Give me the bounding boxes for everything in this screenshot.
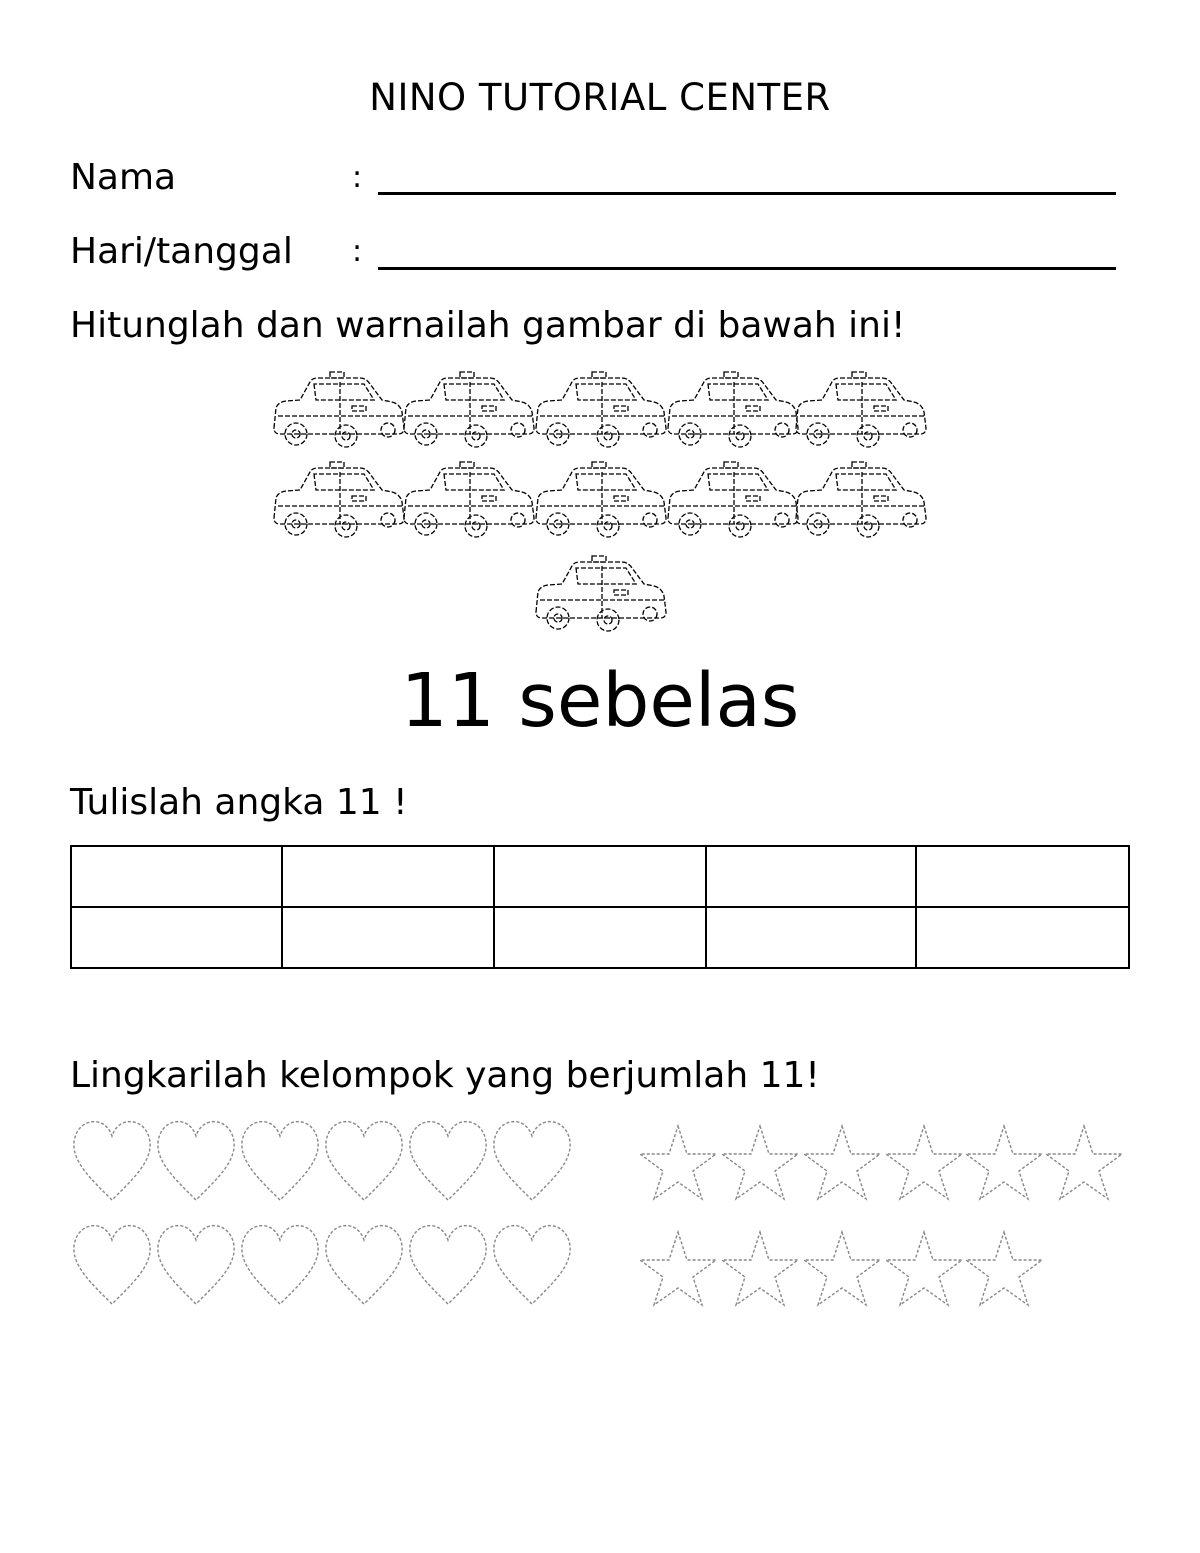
star-outline-icon bbox=[966, 1232, 1042, 1305]
car-row-3 bbox=[536, 556, 666, 631]
star-outline-icon bbox=[722, 1232, 798, 1305]
star-outline-icon bbox=[640, 1232, 716, 1305]
car-row-2 bbox=[274, 462, 926, 537]
heart-outline-icon bbox=[326, 1226, 402, 1304]
taxi-car-icon bbox=[536, 556, 666, 631]
taxi-car-icon bbox=[536, 372, 666, 447]
name-label: Nama bbox=[70, 157, 177, 198]
heart-row-1 bbox=[74, 1122, 570, 1200]
counting-groups bbox=[60, 1110, 1140, 1320]
number-heading: 11 sebelas bbox=[400, 658, 800, 744]
heart-outline-icon bbox=[494, 1226, 570, 1304]
date-field[interactable] bbox=[378, 267, 1116, 270]
taxi-car-icon bbox=[668, 462, 798, 537]
write-instruction: Tulislah angka 11 ! bbox=[70, 782, 408, 823]
taxi-car-icon bbox=[796, 462, 926, 537]
star-group bbox=[640, 1126, 1122, 1305]
taxi-car-icon bbox=[404, 372, 534, 447]
taxi-car-icon bbox=[404, 462, 534, 537]
count-instruction: Hitunglah dan warnailah gambar di bawah ini! bbox=[70, 305, 906, 346]
worksheet-title: NINO TUTORIAL CENTER bbox=[369, 76, 831, 119]
star-outline-icon bbox=[966, 1126, 1042, 1199]
heart-outline-icon bbox=[74, 1226, 150, 1304]
star-outline-icon bbox=[886, 1232, 962, 1305]
car-group bbox=[270, 360, 930, 640]
heart-outline-icon bbox=[410, 1122, 486, 1200]
heart-outline-icon bbox=[326, 1122, 402, 1200]
name-field[interactable] bbox=[378, 192, 1116, 195]
taxi-car-icon bbox=[796, 372, 926, 447]
date-colon: : bbox=[352, 234, 363, 269]
heart-group bbox=[74, 1122, 570, 1304]
writing-grid[interactable] bbox=[70, 845, 1130, 969]
star-outline-icon bbox=[640, 1126, 716, 1199]
heart-outline-icon bbox=[158, 1122, 234, 1200]
heart-outline-icon bbox=[158, 1226, 234, 1304]
star-outline-icon bbox=[886, 1126, 962, 1199]
heart-outline-icon bbox=[74, 1122, 150, 1200]
star-row-1 bbox=[640, 1126, 1122, 1199]
date-label: Hari/tanggal bbox=[70, 231, 293, 272]
heart-outline-icon bbox=[410, 1226, 486, 1304]
star-outline-icon bbox=[1046, 1126, 1122, 1199]
heart-outline-icon bbox=[494, 1122, 570, 1200]
car-row-1 bbox=[274, 372, 926, 447]
heart-row-2 bbox=[74, 1226, 570, 1304]
heart-outline-icon bbox=[242, 1122, 318, 1200]
star-outline-icon bbox=[722, 1126, 798, 1199]
name-colon: : bbox=[352, 160, 363, 195]
taxi-car-icon bbox=[274, 372, 404, 447]
taxi-car-icon bbox=[668, 372, 798, 447]
circle-instruction: Lingkarilah kelompok yang berjumlah 11! bbox=[70, 1055, 820, 1096]
star-row-2 bbox=[640, 1232, 1042, 1305]
star-outline-icon bbox=[804, 1232, 880, 1305]
star-outline-icon bbox=[804, 1126, 880, 1199]
taxi-car-icon bbox=[274, 462, 404, 537]
heart-outline-icon bbox=[242, 1226, 318, 1304]
taxi-car-icon bbox=[536, 462, 666, 537]
